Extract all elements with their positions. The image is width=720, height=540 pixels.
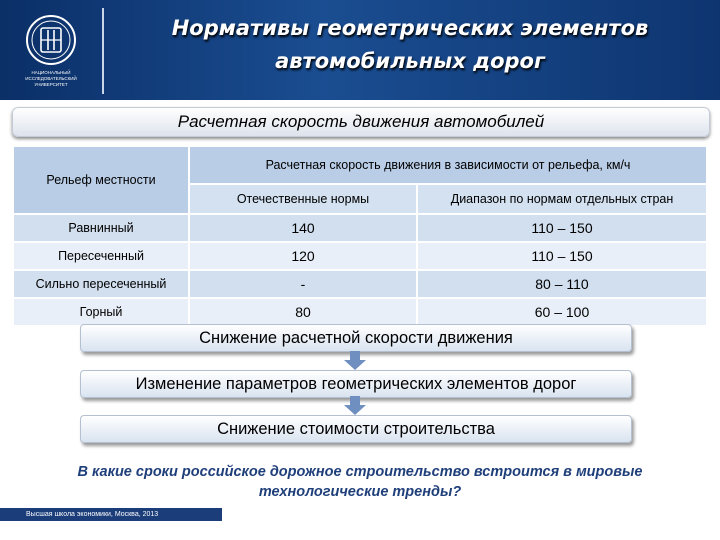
footer-caption: Высшая школа экономики, Москва, 2013 — [0, 508, 222, 521]
col-header-domestic: Отечественные нормы — [190, 185, 416, 213]
cell-terrain: Пересеченный — [14, 243, 188, 269]
col-header-range: Диапазон по нормам отдельных стран — [418, 185, 706, 213]
cell-range: 80 – 110 — [418, 271, 706, 297]
flow-step-1: Снижение расчетной скорости движения — [80, 324, 632, 352]
col-header-terrain: Рельеф местности — [14, 147, 188, 213]
header-bar — [0, 0, 720, 100]
cell-domestic: 120 — [190, 243, 416, 269]
table-row — [14, 271, 706, 297]
arrow-down-icon — [343, 351, 367, 371]
table-row — [14, 243, 706, 269]
col-header-group: Расчетная скорость движения в зависимости от рельефа, км/ч — [190, 147, 706, 183]
flow-step-3: Снижение стоимости строительства — [80, 415, 632, 443]
arrow-down-icon — [343, 396, 367, 416]
title-line-2: автомобильных дорог — [275, 49, 545, 73]
cell-range: 110 – 150 — [418, 243, 706, 269]
cell-domestic: 80 — [190, 299, 416, 325]
cell-range: 60 – 100 — [418, 299, 706, 325]
hse-logo-icon — [8, 10, 94, 94]
cell-terrain: Горный — [14, 299, 188, 325]
flow-step-2: Изменение параметров геометрических элементов дорог — [80, 370, 632, 398]
header-divider — [102, 8, 104, 94]
page-title — [110, 12, 710, 78]
cell-range: 110 – 150 — [418, 215, 706, 241]
cell-domestic: 140 — [190, 215, 416, 241]
cell-domestic: - — [190, 271, 416, 297]
speed-table — [12, 145, 708, 327]
title-line-1: Нормативы геометрических элементов — [171, 16, 649, 40]
closing-question: В какие сроки российское дорожное строительство встроится в мировые технологические тренды? — [77, 464, 643, 500]
table-row — [14, 299, 706, 325]
cell-terrain: Равнинный — [14, 215, 188, 241]
table-row — [14, 215, 706, 241]
logo-text: НАЦИОНАЛЬНЫЙ ИССЛЕДОВАТЕЛЬСКИЙ УНИВЕРСИТЕТ — [25, 70, 77, 87]
cell-terrain: Сильно пересеченный — [14, 271, 188, 297]
section-title: Расчетная скорость движения автомобилей — [12, 107, 710, 137]
